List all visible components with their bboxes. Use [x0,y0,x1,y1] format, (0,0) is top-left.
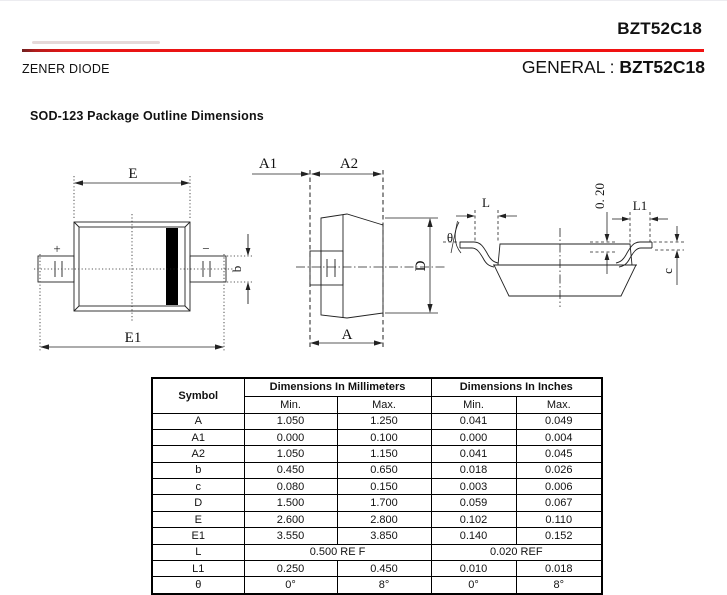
general-label: GENERAL [521,57,605,77]
dim-label-L: L [482,195,490,210]
product-category: ZENER DIODE [22,62,110,76]
dimensions-table [151,377,603,595]
table-row: D 1.500 1.700 0.059 0.067 [152,495,602,511]
lead-profile-drawing [443,183,684,307]
dim-label-D: D [413,260,429,272]
subheader-mm-max: Max. [337,396,431,413]
table-row: A1 0.000 0.100 0.000 0.004 [152,429,602,445]
dim-label-theta: θ [446,230,454,245]
dim-label-A1: A1 [258,156,278,172]
top-view-drawing [34,166,254,352]
col-header-mm: Dimensions In Millimeters [244,378,431,396]
subheader-in-min: Min. [431,396,516,413]
dim-label-L1: L1 [632,198,648,213]
subheader-mm-min: Min. [244,396,337,413]
general-separator: : [604,57,620,77]
table-row: L 0.500 RE F 0.020 REF [152,544,602,560]
dim-label-E1: E1 [124,330,142,346]
dim-label-A2: A2 [339,156,359,172]
table-row: c 0.080 0.150 0.003 0.006 [152,479,602,495]
dim-label-b: b [229,265,244,273]
col-header-symbol: Symbol [152,378,244,413]
dim-label-offset: 0. 20 [592,183,607,209]
table-row: b 0.450 0.650 0.018 0.026 [152,462,602,478]
table-row: E 2.600 2.800 0.102 0.110 [152,511,602,527]
table-row: A2 1.050 1.150 0.041 0.045 [152,446,602,462]
table-row: L1 0.250 0.450 0.010 0.018 [152,561,602,577]
table-row: θ 0° 8° 0° 8° [152,577,602,594]
side-view-drawing [252,156,446,347]
col-header-inches: Dimensions In Inches [431,378,602,396]
cathode-band [166,228,178,305]
general-part-number: BZT52C18 [619,57,705,77]
section-title: SOD-123 Package Outline Dimensions [30,109,264,123]
anode-plus-sign: + [53,241,61,256]
dim-label-c: c [660,268,675,274]
table-row: E1 3.550 3.850 0.140 0.152 [152,528,602,544]
dim-label-A: A [341,327,353,343]
dim-label-E: E [128,166,138,182]
subheader-in-max: Max. [516,396,602,413]
cathode-minus-sign: − [202,241,210,256]
page-title: BZT52C18 [617,19,702,38]
table-row: A 1.050 1.250 0.041 0.049 [152,413,602,429]
